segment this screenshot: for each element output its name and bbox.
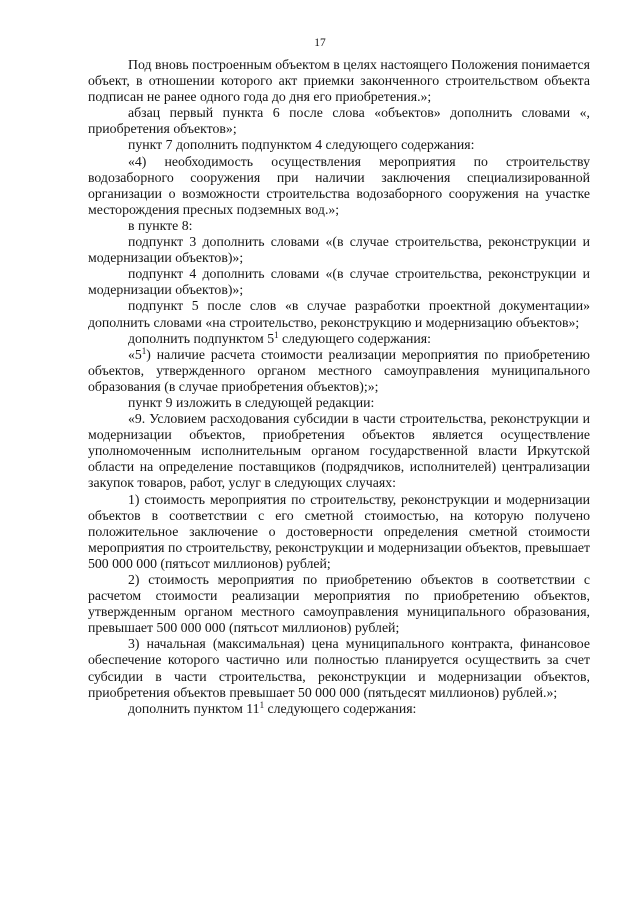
text-segment: дополнить подпунктом 5 <box>128 330 275 346</box>
paragraph-subitem-5-1-quote <box>88 347 590 395</box>
paragraph-item-9-intro: пункт 9 изложить в следующей редакции: <box>128 394 375 410</box>
text-segment: следующего содержания: <box>278 330 431 346</box>
page-number: 17 <box>314 37 326 49</box>
superscript: 1 <box>274 329 279 340</box>
paragraph-subitem-4-amendment: подпункт 4 дополнить словами «(в случае строительства, реконструкции и модернизации объектов)»; <box>88 266 590 298</box>
text-segment: следующего содержания: <box>264 700 417 716</box>
paragraph-case-1: 1) стоимость мероприятия по строительству, реконструкции и модернизации объектов в соответствии с его сметной стоимостью, на которую получено положительное заключение о достоверности определения сметной стоимости мероприятия по строительству, реконструкции и модернизации объектов, превышает 500 000 000 (пятьсот миллионов) рублей; <box>88 491 590 571</box>
paragraph-item-9-text: «9. Условием расходования субсидии в части строительства, реконструкции и модернизации объектов, приобретения объектов является осуществление уполномоченным исполнительным органом государственной власти Иркутской области на определение поставщиков (подрядчиков, исполнителей) централизации закупок товаров, работ, услуг в следующих случаях: <box>88 411 590 491</box>
superscript: 1 <box>259 699 265 710</box>
paragraph-item-6-amendment: абзац первый пункта 6 после слова «объектов» дополнить словами «, приобретения объектов»; <box>88 105 590 137</box>
text-segment: дополнить пунктом 11 <box>128 700 260 716</box>
paragraph-case-2: 2) стоимость мероприятия по приобретению объектов в соответствии с расчетом стоимости реализации мероприятия по приобретению объектов, утвержденным органом местного самоуправления муниципального образования, превышает 500 000 000 (пятьсот миллионов) рублей; <box>88 572 590 636</box>
paragraph-subitem-4-quote: «4) необходимость осуществления мероприятия по строительству водозаборного сооружения при наличии заключения специализированной организации о возможности строительства водозаборного сооружения на участке месторождения пресных подземных вод.»; <box>88 153 590 217</box>
superscript: 1 <box>141 345 147 356</box>
paragraph-add-item-11-1 <box>88 701 590 717</box>
paragraph-new-object-definition: Под вновь построенным объектом в целях настоящего Положения понимается объект, в отношении которого акт приемки законченного строительством объекта подписан не ранее одного года до дня его приобретения.»; <box>88 57 590 105</box>
paragraph-case-3: 3) начальная (максимальная) цена муниципального контракта, финансовое обеспечение которого частично или полностью планируется осуществить за счет субсидии в части строительства, реконструкции и модернизации объектов, приобретения объектов превышает 50 000 000 (пятьдесят миллионов) рублей.»; <box>88 636 590 700</box>
text-segment: ) наличие расчета стоимости реализации мероприятия по приобретению объектов, утвержденного органом местного самоуправления муниципального образования (в случае приобретения объектов);»; <box>88 346 590 394</box>
paragraph-item-8-intro: в пункте 8: <box>128 217 193 233</box>
paragraph-item-7-amendment: пункт 7 дополнить подпунктом 4 следующего содержания: <box>128 137 475 153</box>
paragraph-subitem-5-amendment: подпункт 5 после слов «в случае разработки проектной документации» дополнить словами «на строительство, реконструкцию и модернизацию объектов»; <box>88 298 590 330</box>
text-segment: «5 <box>128 346 142 362</box>
paragraph-subitem-3-amendment: подпункт 3 дополнить словами «(в случае строительства, реконструкции и модернизации объектов)»; <box>88 234 590 266</box>
document-body <box>88 57 590 717</box>
paragraph-add-subitem-5-1 <box>88 331 590 347</box>
